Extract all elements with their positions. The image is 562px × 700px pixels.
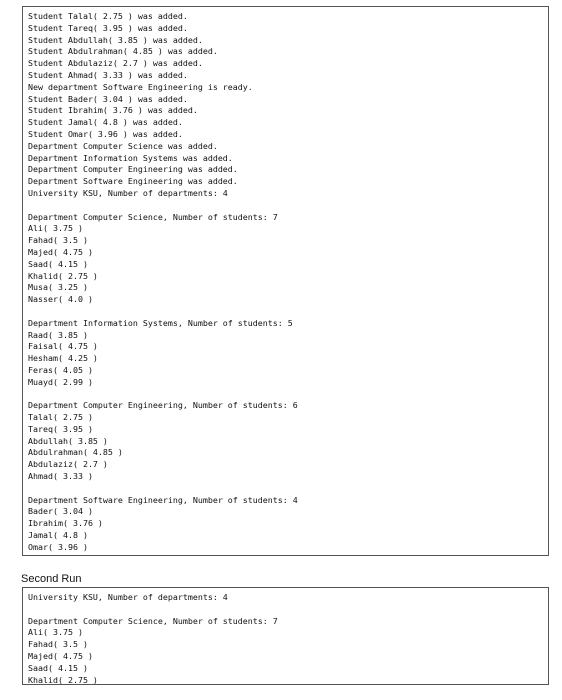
- console-line: Department Software Engineering was added.: [28, 176, 238, 187]
- console-line: Fahad( 3.5 ): [28, 235, 88, 246]
- console-line: [28, 604, 543, 616]
- console-line: Saad( 4.15 ): [28, 258, 88, 269]
- console-line: Department Information Systems, Number of students: 5: [28, 317, 293, 328]
- console-line: Department Computer Engineering was added.: [28, 164, 238, 175]
- console-line: Student Abdulaziz( 2.7 ) was added.: [28, 58, 203, 69]
- console-line: Saad( 4.15 ): [28, 662, 88, 673]
- console-line: Faisal( 4.75 ): [28, 341, 98, 352]
- console-line: Ali( 3.75 ): [28, 223, 83, 234]
- console-line: [28, 389, 543, 401]
- console-line: Jamal( 4.8 ): [28, 530, 88, 541]
- console-line: Student Talal( 2.75 ) was added.: [28, 11, 188, 21]
- second-run-heading: Second Run: [21, 573, 82, 585]
- console-line: Talal( 2.75 ): [28, 412, 93, 423]
- console-line: Fahad( 3.5 ): [28, 639, 88, 650]
- console-line: [28, 306, 543, 318]
- console-line: Khalid( 2.75 ): [28, 270, 98, 281]
- console-line: Student Omar( 3.96 ) was added.: [28, 128, 183, 139]
- console-line: Department Computer Science, Number of students: 7: [28, 211, 278, 222]
- console-line: University KSU, Number of departments: 4: [28, 592, 228, 602]
- console-line: Muayd( 2.99 ): [28, 376, 93, 387]
- console-line: Raad( 3.85 ): [28, 329, 88, 340]
- console-line: New department Software Engineering is ready.: [28, 81, 253, 92]
- console-line: Department Computer Science was added.: [28, 140, 218, 151]
- console-line: Ahmad( 3.33 ): [28, 471, 93, 482]
- console-line: Bader( 3.04 ): [28, 506, 93, 517]
- console-line: Department Computer Engineering, Number of students: 6: [28, 400, 298, 411]
- console-line: Ibrahim( 3.76 ): [28, 518, 103, 529]
- console-line: Abdullah( 3.85 ): [28, 435, 108, 446]
- console-line: Majed( 4.75 ): [28, 650, 93, 661]
- console-line: Omar( 3.96 ): [28, 541, 88, 552]
- console-line: [28, 200, 543, 212]
- console-line: Student Tareq( 3.95 ) was added.: [28, 22, 188, 33]
- console-line: Khalid( 2.75 ): [28, 674, 98, 685]
- console-line: Student Ahmad( 3.33 ) was added.: [28, 69, 188, 80]
- second-run-output-panel: [22, 587, 549, 685]
- first-run-output-panel: [22, 6, 549, 556]
- console-line: Department Information Systems was added.: [28, 152, 233, 163]
- console-line: Feras( 4.05 ): [28, 364, 93, 375]
- console-line: Department Software Engineering, Number of students: 4: [28, 494, 298, 505]
- console-line: Hesham( 4.25 ): [28, 353, 98, 364]
- console-line: University KSU, Number of departments: 4: [28, 187, 228, 198]
- console-line: Majed( 4.75 ): [28, 246, 93, 257]
- console-line: Student Bader( 3.04 ) was added.: [28, 93, 188, 104]
- console-line: Student Jamal( 4.8 ) was added.: [28, 117, 183, 128]
- console-line: Ali( 3.75 ): [28, 627, 83, 638]
- console-line: [28, 483, 543, 495]
- console-line: Student Abdullah( 3.85 ) was added.: [28, 34, 203, 45]
- console-line: Student Ibrahim( 3.76 ) was added.: [28, 105, 198, 116]
- console-line: Abdulaziz( 2.7 ): [28, 459, 108, 470]
- console-line: Abdulrahman( 4.85 ): [28, 447, 123, 458]
- console-line: Student Abdulrahman( 4.85 ) was added.: [28, 46, 218, 57]
- console-line: Department Computer Science, Number of students: 7: [28, 615, 278, 626]
- console-line: Musa( 3.25 ): [28, 282, 88, 293]
- console-line: Tareq( 3.95 ): [28, 423, 93, 434]
- console-line: Nasser( 4.0 ): [28, 294, 93, 305]
